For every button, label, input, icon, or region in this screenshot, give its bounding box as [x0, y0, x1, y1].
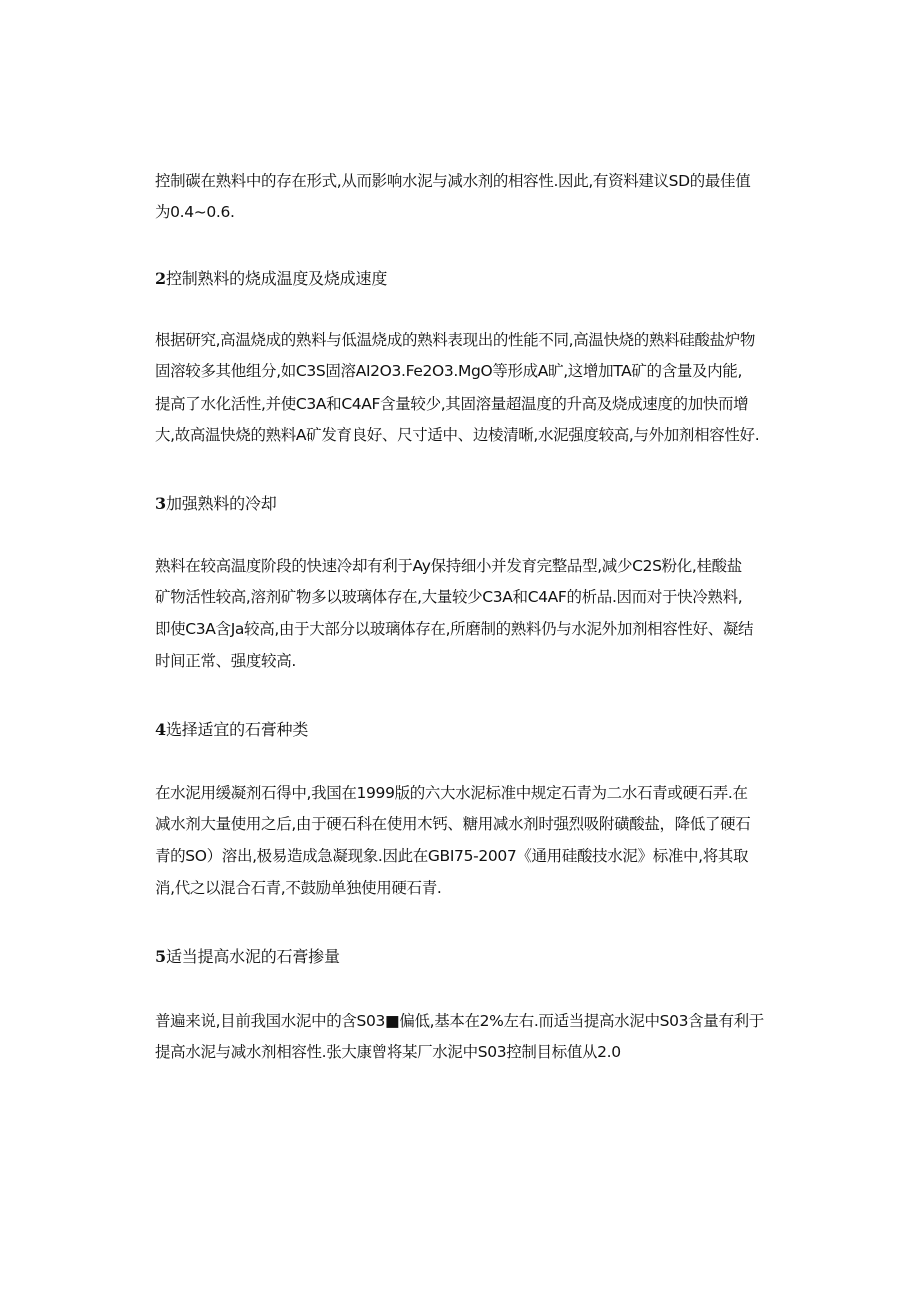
section-3-line-1: 熟料在较高温度阶段的快速冷却有利于Ay保持细小并发育完整品型,减少C2S粉化,桂酸盐 [155, 557, 742, 575]
intro-line-1: 控制碳在熟料中的存在形式,从而影响水泥与减水剂的相容性.因此,有资料建议SD的最佳值 [155, 172, 751, 190]
section-3-line-2: 矿物活性较高,溶剂矿物多以玻璃体存在,大量较少C3A和C4AF的析品.因而对于快冷熟料, [155, 588, 743, 606]
section-2-number: 2 [155, 269, 166, 288]
section-2-line-4: 大,故高温快烧的熟料A矿发育良好、尺寸适中、边棱清晰,水泥强度较高,与外加剂相容性好. [155, 426, 760, 444]
section-3-title: 加强熟料的冷却 [165, 494, 277, 513]
section-3-line-3: 即使C3A含Ja较高,由于大部分以玻璃体存在,所磨制的熟料仍与水泥外加剂相容性好、凝结 [155, 620, 754, 638]
section-2-line-3: 提高了水化活性,并使C3A和C4AF含量较少,其固溶量超温度的升高及烧成速度的加快而增 [155, 395, 749, 413]
section-3-heading [155, 493, 775, 515]
section-4-number: 4 [155, 720, 166, 739]
section-2-heading [155, 268, 775, 290]
section-3-line-4: 时间正常、强度较高. [155, 652, 296, 670]
section-2-line-2: 固溶较多其他组分,如C3S固溶AI2O3.Fe2O3.MgO等形成A旷,这增加TA矿的含量及内能, [155, 362, 743, 380]
section-4-title: 选择适宜的石膏种类 [165, 720, 309, 739]
section-5-heading [155, 946, 775, 968]
section-2-title: 控制熟料的烧成温度及烧成速度 [165, 269, 388, 288]
section-4-line-3: 青的SO）溶出,极易造成急凝现象.因此在GBI75-2007《通用硅酸技水泥》标准中,将其取 [155, 847, 749, 865]
intro-line-2: 为0.4~0.6. [155, 203, 235, 221]
section-4-heading [155, 719, 775, 741]
section-2-line-1: 根据研究,高温烧成的熟料与低温烧成的熟料表现出的性能不同,高温快烧的熟料硅酸盐炉物 [155, 331, 756, 349]
section-4-line-4: 消,代之以混合石青,不鼓励单独使用硬石青. [155, 879, 442, 897]
section-4-line-2: 减水剂大量使用之后,由于硬石科在使用木钙、糖用减水剂时强烈吸附磺酸盐，降低了硬石 [155, 815, 751, 833]
section-5-title: 适当提高水泥的石膏掺量 [165, 947, 340, 966]
section-5-line-2: 提高水泥与减水剂相容性.张大康曾将某厂水泥中S03控制目标值从2.0 [155, 1043, 621, 1061]
section-3-number: 3 [155, 494, 166, 513]
section-5-number: 5 [155, 947, 166, 966]
section-5-line-1: 普遍来说,目前我国水泥中的含S03■偏低,基本在2%左右.而适当提高水泥中S03含量有利于 [155, 1012, 764, 1030]
section-4-line-1: 在水泥用缓凝剂石得中,我国在1999版的六大水泥标准中规定石青为二水石青或硬石弄.在 [155, 784, 748, 802]
